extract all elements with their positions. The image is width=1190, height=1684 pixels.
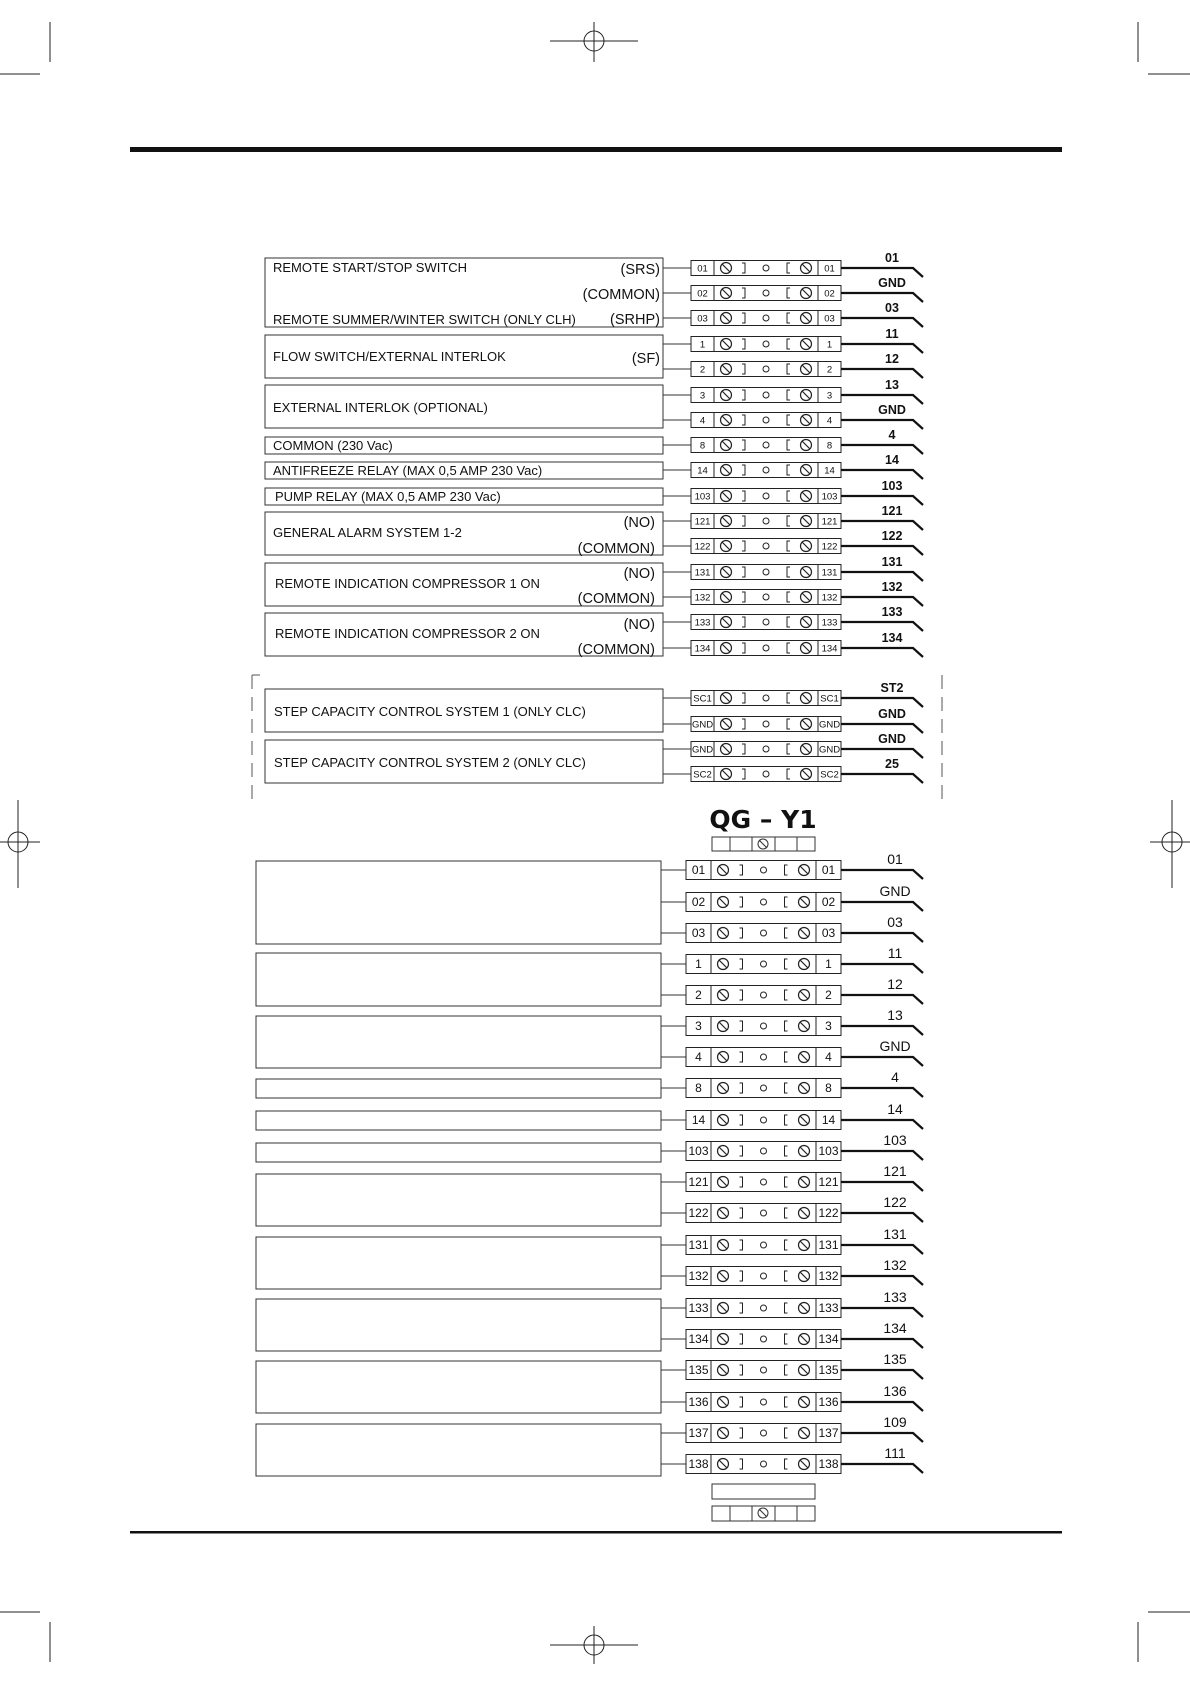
terminal-number: 1 (695, 957, 702, 972)
terminal-row (661, 851, 923, 880)
wire (841, 749, 923, 758)
wire-label: 03 (885, 301, 899, 315)
terminal-body (686, 986, 841, 1005)
wire-label: GND (878, 403, 906, 417)
terminal-number: 4 (695, 1050, 702, 1065)
terminal-number: 4 (699, 415, 706, 427)
terminal-row (663, 301, 923, 327)
terminal-number: 136 (688, 1395, 709, 1410)
wire (841, 293, 923, 302)
terminal-number: 132 (821, 592, 838, 604)
terminal-number: 3 (695, 1019, 702, 1034)
terminal-row (663, 631, 923, 657)
wire-label: 11 (887, 945, 903, 961)
wire (841, 445, 923, 454)
tag-common: (COMMON) (582, 287, 660, 303)
terminal-number: SC2 (820, 769, 839, 781)
terminal-row (661, 1194, 923, 1223)
contact-icon (763, 265, 769, 271)
contact-icon (761, 899, 767, 905)
registration-mark-top (550, 22, 638, 62)
terminal-number: 134 (694, 643, 711, 655)
terminal-row (661, 976, 923, 1005)
terminal-number: 122 (818, 1206, 839, 1221)
wire (841, 470, 923, 479)
terminal-number: 134 (688, 1332, 709, 1347)
wire-label: GND (878, 276, 906, 290)
wire (841, 1151, 923, 1160)
tag-no: (NO) (623, 515, 655, 531)
contact-icon (763, 771, 769, 777)
wire-label: 25 (885, 757, 899, 771)
contact-icon (763, 392, 769, 398)
terminal-number: 01 (697, 263, 708, 275)
wire-label: 134 (881, 631, 903, 645)
terminal-row (663, 352, 923, 378)
terminal-number: 3 (826, 390, 833, 402)
wire-label: 11 (885, 327, 899, 341)
label-general-alarm: GENERAL ALARM SYSTEM 1-2 (273, 525, 462, 540)
tag-no: (NO) (623, 566, 655, 582)
wire-label: 131 (883, 1226, 907, 1242)
terminal-row (661, 1101, 923, 1130)
terminal-row (663, 732, 923, 758)
wire-label: GND (878, 707, 906, 721)
tag-sf: (SF) (631, 351, 660, 367)
tag-common: (COMMON) (577, 591, 655, 607)
terminal-row (661, 1132, 923, 1161)
wire-label: 122 (883, 1194, 907, 1210)
wire (841, 1057, 923, 1066)
terminal-row (661, 1351, 923, 1380)
wire (841, 420, 923, 429)
terminal-number: 2 (826, 364, 833, 376)
wire-label: GND (878, 732, 906, 746)
terminal-row (663, 403, 923, 429)
terminal-number: 134 (821, 643, 838, 655)
terminal-number: 122 (694, 541, 711, 553)
wire-label: 14 (885, 453, 899, 467)
terminal-number: 132 (694, 592, 711, 604)
wire-label: GND (879, 1038, 911, 1054)
terminal-number: 103 (694, 491, 711, 503)
label-step-capacity-1: STEP CAPACITY CONTROL SYSTEM 1 (ONLY CLC) (274, 704, 586, 719)
terminal-number: SC2 (693, 769, 712, 781)
contact-icon (761, 1305, 767, 1311)
wire-label: 14 (887, 1101, 903, 1117)
terminal-row (661, 1163, 923, 1192)
terminal-row (661, 1007, 923, 1036)
block-top-end-cap (712, 837, 815, 851)
label-compressor-2: REMOTE INDICATION COMPRESSOR 2 ON (275, 626, 540, 641)
terminal-row (661, 1226, 923, 1255)
terminal-number: 133 (694, 617, 711, 629)
contact-icon (761, 1430, 767, 1436)
label-remote-start-stop: REMOTE START/STOP SWITCH (273, 260, 468, 275)
terminal-number: 135 (688, 1363, 709, 1378)
terminal-number: 02 (824, 288, 835, 300)
contact-icon (761, 961, 767, 967)
contact-icon (763, 594, 769, 600)
terminal-number: 8 (695, 1081, 702, 1096)
terminal-number: 3 (825, 1019, 832, 1034)
terminal-number: 131 (818, 1238, 839, 1253)
contact-icon (761, 1148, 767, 1154)
terminal-number: 4 (825, 1050, 832, 1065)
wire-label: 13 (887, 1007, 903, 1023)
terminal-number: 135 (818, 1363, 839, 1378)
wire (841, 698, 923, 707)
lower-panel (256, 805, 923, 1521)
contact-icon (763, 493, 769, 499)
footer-rule (130, 1531, 1062, 1534)
terminal-number: 137 (688, 1426, 709, 1441)
label-compressor-1: REMOTE INDICATION COMPRESSOR 1 ON (275, 576, 540, 591)
wire (841, 369, 923, 378)
terminal-number: 02 (691, 895, 706, 910)
lower-blank-boxes (256, 861, 661, 1476)
contact-icon (761, 1367, 767, 1373)
contact-icon (761, 1273, 767, 1279)
terminal-number: 138 (818, 1457, 839, 1472)
terminal-number: GND (818, 719, 841, 731)
contact-icon (763, 467, 769, 473)
upper-terminal-rows (663, 251, 923, 783)
wire-label: 12 (885, 352, 899, 366)
wire (841, 995, 923, 1004)
terminal-number: 134 (818, 1332, 839, 1347)
terminal-row (663, 327, 923, 353)
terminal-number: 122 (688, 1206, 709, 1221)
contact-icon (761, 930, 767, 936)
terminal-number: 02 (697, 288, 708, 300)
terminal-body (686, 955, 841, 974)
terminal-row (661, 1289, 923, 1318)
terminal-number: 137 (818, 1426, 839, 1441)
wire-label: 4 (888, 428, 896, 442)
tag-common: (COMMON) (577, 642, 655, 658)
contact-icon (761, 992, 767, 998)
crop-marks (0, 22, 1190, 1662)
terminal-number: 8 (699, 440, 706, 452)
terminal-number: 121 (818, 1175, 839, 1190)
label-flow-switch: FLOW SWITCH/EXTERNAL INTERLOK (273, 349, 506, 364)
terminal-number: 133 (688, 1301, 709, 1316)
wire-label: 4 (891, 1069, 899, 1085)
contact-icon (763, 721, 769, 727)
terminal-number: 103 (821, 491, 838, 503)
terminal-row (663, 428, 923, 454)
terminal-number: 132 (818, 1269, 839, 1284)
terminal-row (661, 1038, 923, 1067)
wire (841, 1402, 923, 1411)
terminal-row (661, 1445, 923, 1474)
terminal-row (663, 504, 923, 530)
wire (841, 1120, 923, 1129)
contact-icon (761, 1210, 767, 1216)
terminal-row (661, 945, 923, 974)
terminal-number: 01 (824, 263, 835, 275)
terminal-number: 131 (821, 567, 838, 579)
contact-icon (763, 746, 769, 752)
terminal-number: 136 (818, 1395, 839, 1410)
wire (841, 1308, 923, 1317)
terminal-number: 121 (688, 1175, 709, 1190)
terminal-number: 133 (821, 617, 838, 629)
label-external-interlok: EXTERNAL INTERLOK (OPTIONAL) (273, 400, 488, 415)
terminal-number: 1 (826, 339, 833, 351)
terminal-row (661, 914, 923, 943)
wire (841, 1339, 923, 1348)
wire (841, 774, 923, 783)
wire-label: 135 (883, 1351, 907, 1367)
terminal-row (661, 1257, 923, 1286)
terminal-number: 8 (825, 1081, 832, 1096)
terminal-number: 01 (821, 863, 836, 878)
terminal-row (663, 707, 923, 733)
terminal-number: 1 (825, 957, 832, 972)
terminal-body (686, 1111, 841, 1130)
wire (841, 870, 923, 879)
upper-panel (252, 251, 942, 800)
tag-srhp: (SRHP) (610, 312, 660, 328)
contact-icon (761, 1399, 767, 1405)
wire (841, 344, 923, 353)
terminal-body (686, 1079, 841, 1098)
terminal-row (661, 1320, 923, 1349)
wire-label: 03 (887, 914, 903, 930)
terminal-number: GND (818, 744, 841, 756)
wire-label: 01 (887, 851, 903, 867)
terminal-number: 132 (688, 1269, 709, 1284)
terminal-row (661, 1383, 923, 1412)
terminal-number: SC1 (820, 693, 839, 705)
terminal-row (663, 757, 923, 783)
terminal-number: 14 (821, 1113, 836, 1128)
terminal-number: 4 (826, 415, 833, 427)
terminal-number: 14 (824, 465, 835, 477)
wire-label: 132 (881, 580, 903, 594)
label-step-capacity-2: STEP CAPACITY CONTROL SYSTEM 2 (ONLY CLC) (274, 755, 586, 770)
contact-icon (763, 290, 769, 296)
terminal-number: 121 (821, 516, 838, 528)
contact-icon (763, 518, 769, 524)
terminal-number: 1 (699, 339, 706, 351)
terminal-row (661, 883, 923, 912)
wire-label: 132 (883, 1257, 907, 1273)
wire-label: 109 (883, 1414, 907, 1430)
wire-label: 111 (884, 1445, 906, 1461)
contact-icon (761, 1461, 767, 1467)
wire-label: 136 (883, 1383, 907, 1399)
terminal-number: 02 (821, 895, 836, 910)
terminal-row (661, 1414, 923, 1443)
terminal-body (686, 924, 841, 943)
terminal-number: 131 (694, 567, 711, 579)
contact-icon (763, 543, 769, 549)
terminal-row (663, 378, 923, 404)
wire-label: 13 (885, 378, 899, 392)
terminal-number: 121 (694, 516, 711, 528)
tag-no: (NO) (623, 617, 655, 633)
terminal-number: 131 (688, 1238, 709, 1253)
terminal-number: 01 (691, 863, 706, 878)
wire-label: 01 (885, 251, 899, 265)
contact-icon (763, 366, 769, 372)
terminal-number: 14 (691, 1113, 706, 1128)
wire-label: 131 (881, 555, 903, 569)
wire (841, 1276, 923, 1285)
terminal-number: 03 (691, 926, 706, 941)
terminal-number: 3 (699, 390, 706, 402)
wire (841, 1026, 923, 1035)
label-common-230: COMMON (230 Vac) (273, 438, 393, 453)
terminal-number: 2 (695, 988, 702, 1003)
terminal-number: 2 (825, 988, 832, 1003)
wire (841, 1213, 923, 1222)
wire (841, 964, 923, 973)
wire (841, 622, 923, 631)
terminal-row (663, 276, 923, 302)
wire (841, 1464, 923, 1473)
wire (841, 1245, 923, 1254)
wire-label: 103 (883, 1132, 907, 1148)
terminal-row (663, 681, 923, 707)
contact-icon (763, 417, 769, 423)
terminal-number: 03 (697, 313, 708, 325)
wire-label: 12 (887, 976, 903, 992)
terminal-number: GND (691, 744, 714, 756)
wire (841, 1088, 923, 1097)
terminal-number: 122 (821, 541, 838, 553)
contact-icon (761, 1242, 767, 1248)
terminal-number: 03 (821, 926, 836, 941)
wire (841, 902, 923, 911)
terminal-body (686, 861, 841, 880)
terminal-block-title: QG – Y1 (709, 805, 817, 834)
wire-label: ST2 (880, 681, 904, 695)
wire-label: 134 (883, 1320, 907, 1336)
terminal-number: 103 (818, 1144, 839, 1159)
wire (841, 1370, 923, 1379)
contact-icon (763, 315, 769, 321)
terminal-number: GND (691, 719, 714, 731)
wire-label: 133 (881, 605, 903, 619)
terminal-number: 138 (688, 1457, 709, 1472)
contact-icon (763, 645, 769, 651)
label-remote-summer-winter: REMOTE SUMMER/WINTER SWITCH (ONLY CLH) (273, 312, 576, 327)
registration-mark-right (1150, 800, 1190, 888)
terminal-body (686, 1048, 841, 1067)
terminal-row (661, 1069, 923, 1098)
terminal-row (663, 555, 923, 581)
terminal-row (663, 605, 923, 631)
header-rule (130, 147, 1062, 152)
contact-icon (761, 1023, 767, 1029)
terminal-number: 103 (688, 1144, 709, 1159)
wire-label: GND (879, 883, 911, 899)
contact-icon (763, 341, 769, 347)
wire (841, 1182, 923, 1191)
wire-label: 121 (883, 1163, 907, 1179)
tag-srs: (SRS) (620, 262, 660, 278)
contact-icon (761, 1117, 767, 1123)
terminal-number: 14 (697, 465, 708, 477)
terminal-number: 2 (699, 364, 706, 376)
terminal-number: 133 (818, 1301, 839, 1316)
terminal-row (663, 580, 923, 606)
terminal-body (686, 1017, 841, 1036)
wire (841, 1433, 923, 1442)
tag-common: (COMMON) (577, 541, 655, 557)
terminal-row (663, 529, 923, 555)
contact-icon (763, 569, 769, 575)
terminal-row (663, 453, 923, 479)
terminal-number: 03 (824, 313, 835, 325)
block-bottom-end-cap (712, 1484, 815, 1521)
wire-label: 103 (881, 479, 903, 493)
terminal-row (663, 479, 923, 505)
contact-icon (761, 1336, 767, 1342)
wire-label: 121 (881, 504, 903, 518)
terminal-row (663, 251, 923, 277)
terminal-number: 8 (826, 440, 833, 452)
label-pump-relay: PUMP RELAY (MAX 0,5 AMP 230 Vac) (275, 489, 501, 504)
lower-terminal-rows (661, 851, 923, 1474)
contact-icon (761, 867, 767, 873)
terminal-number: SC1 (693, 693, 712, 705)
contact-icon (761, 1085, 767, 1091)
label-antifreeze-relay: ANTIFREEZE RELAY (MAX 0,5 AMP 230 Vac) (273, 463, 543, 478)
contact-icon (763, 442, 769, 448)
wire (841, 933, 923, 942)
contact-icon (763, 619, 769, 625)
contact-icon (761, 1179, 767, 1185)
wire-label: 122 (881, 529, 903, 543)
contact-icon (763, 695, 769, 701)
wire (841, 648, 923, 657)
wire (841, 546, 923, 555)
wire-label: 133 (883, 1289, 907, 1305)
wire (841, 318, 923, 327)
contact-icon (761, 1054, 767, 1060)
registration-mark-left (0, 800, 40, 888)
terminal-body (686, 893, 841, 912)
registration-mark-bottom (550, 1626, 638, 1664)
